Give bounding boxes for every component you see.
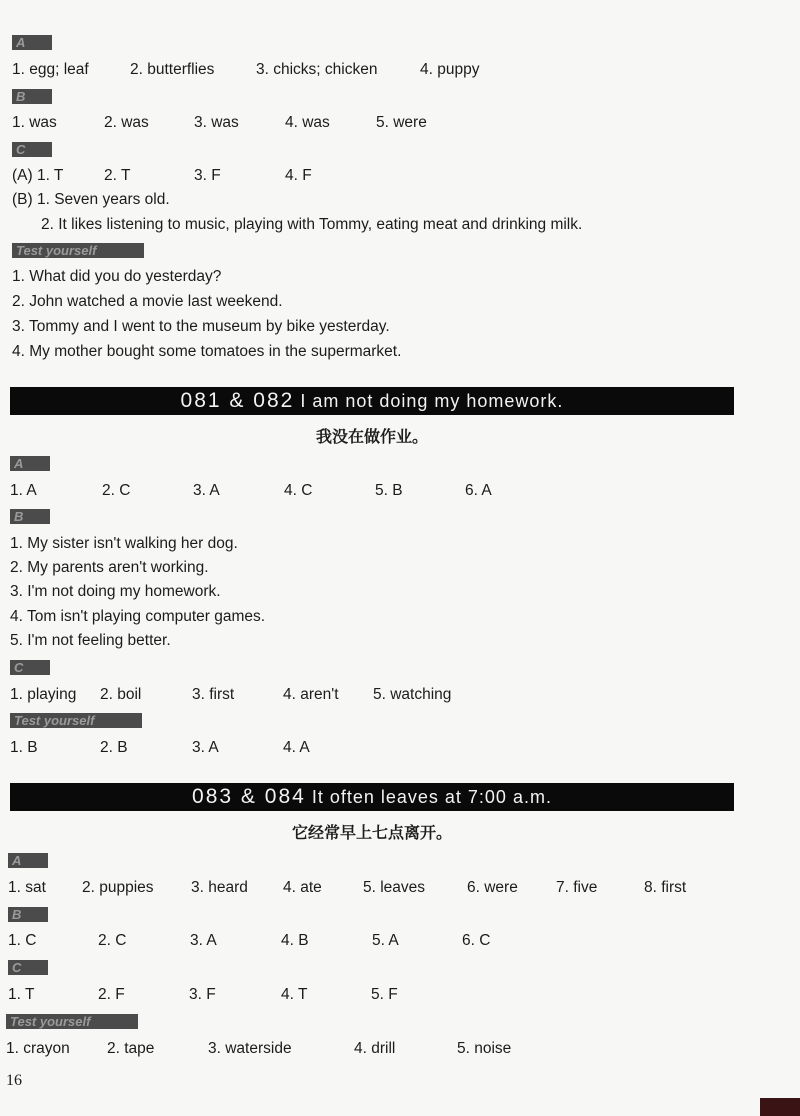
answer-item: 8. first [644,879,687,896]
answer-item: 2. was [104,114,149,131]
answer-item: 3. A [192,739,219,756]
test-yourself-tag: Test yourself [6,1014,138,1029]
lesson-title: I am not doing my homework. [300,391,564,411]
answer-item: 3. F [194,167,221,184]
section-a-tag: A [12,35,52,50]
lesson-number: 081 & 082 [180,389,295,412]
answer-line: 5. I'm not feeling better. [10,632,171,649]
answer-item: 4. C [284,482,313,499]
lesson-number: 083 & 084 [192,785,306,808]
answer-item: 1. B [10,739,38,756]
answer-item: 4. A [283,739,310,756]
answer-item: 5. F [371,986,398,1003]
answer-line: 1. What did you do yesterday? [12,268,222,285]
answer-item: 2. C [98,932,127,949]
answer-item: 1. T [8,986,35,1003]
test-yourself-tag: Test yourself [10,713,142,728]
test-yourself-tag: Test yourself [12,243,144,258]
answer-item: 1. A [10,482,37,499]
answer-item: 3. F [189,986,216,1003]
lesson-title: It often leaves at 7:00 a.m. [311,787,552,807]
answer-item: 1. C [8,932,37,949]
answer-item: 5. watching [373,686,452,703]
answer-item: 6. C [462,932,491,949]
answer-line: 3. I'm not doing my homework. [10,583,221,600]
answer-item: 2. boil [100,686,142,703]
answer-item: (A) 1. T [12,167,64,184]
answer-line: 4. My mother bought some tomatoes in the supermarket. [12,343,402,360]
answer-item: 1. sat [8,879,46,896]
answer-item: 2. puppies [82,879,154,896]
lesson-chinese-title: 我没在做作业。 [315,427,428,446]
answer-item: 6. A [465,482,492,499]
answer-item: 4. T [281,986,308,1003]
answer-item: 4. F [285,167,312,184]
answer-item: 3. heard [191,879,248,896]
lesson-chinese-title: 它经常早上七点离开。 [291,823,452,842]
answer-item: 4. was [285,114,330,131]
answer-item: 4. aren't [283,686,339,703]
answer-item: 3. A [193,482,220,499]
answer-line: 2. John watched a movie last weekend. [12,293,283,310]
answer-line: 2. My parents aren't working. [10,559,209,576]
section-c-tag: C [8,960,48,975]
answer-item: 4. ate [283,879,322,896]
answer-item: 3. first [192,686,235,703]
answer-item: 2. B [100,739,128,756]
answer-item: 4. puppy [420,61,480,78]
section-c-tag: C [12,142,52,157]
answer-item: 5. noise [457,1040,512,1057]
answer-item: 1. egg; leaf [12,61,89,78]
answer-item: 3. was [194,114,239,131]
section-b-tag: B [10,509,50,524]
answer-line: 1. My sister isn't walking her dog. [10,535,238,552]
answer-item: 5. leaves [363,879,426,896]
answer-line: 3. Tommy and I went to the museum by bike yesterday. [12,318,390,335]
answer-item: 3. A [190,932,217,949]
section-b-tag: B [8,907,48,922]
section-c-tag: C [10,660,50,675]
section-a-tag: A [10,456,50,471]
answer-item: 2. tape [107,1040,155,1057]
answer-item: 7. five [556,879,598,896]
answer-line: (B) 1. Seven years old. [12,191,170,208]
answer-item: 6. were [467,879,518,896]
answer-line: 2. It likes listening to music, playing with Tommy, eating meat and drinking milk. [41,216,583,233]
answer-item: 5. were [376,114,427,131]
answer-line: 4. Tom isn't playing computer games. [10,608,266,625]
section-b-tag: B [12,89,52,104]
lesson-banner [10,387,734,415]
answer-item: 2. butterflies [130,61,215,78]
answer-item: 5. B [375,482,403,499]
answer-item: 2. F [98,986,125,1003]
answer-item: 1. playing [10,686,77,703]
answer-item: 2. C [102,482,131,499]
answer-item: 4. drill [354,1040,396,1057]
answer-item: 5. A [372,932,399,949]
answer-item: 1. crayon [6,1040,70,1057]
answer-item: 4. B [281,932,309,949]
answer-item: 2. T [104,167,131,184]
answer-item: 1. was [12,114,57,131]
answer-item: 3. chicks; chicken [256,61,378,78]
page-edge [760,1098,800,1116]
page-number: 16 [6,1072,22,1089]
lesson-banner [10,783,734,811]
answer-item: 3. waterside [208,1040,292,1057]
section-a-tag: A [8,853,48,868]
